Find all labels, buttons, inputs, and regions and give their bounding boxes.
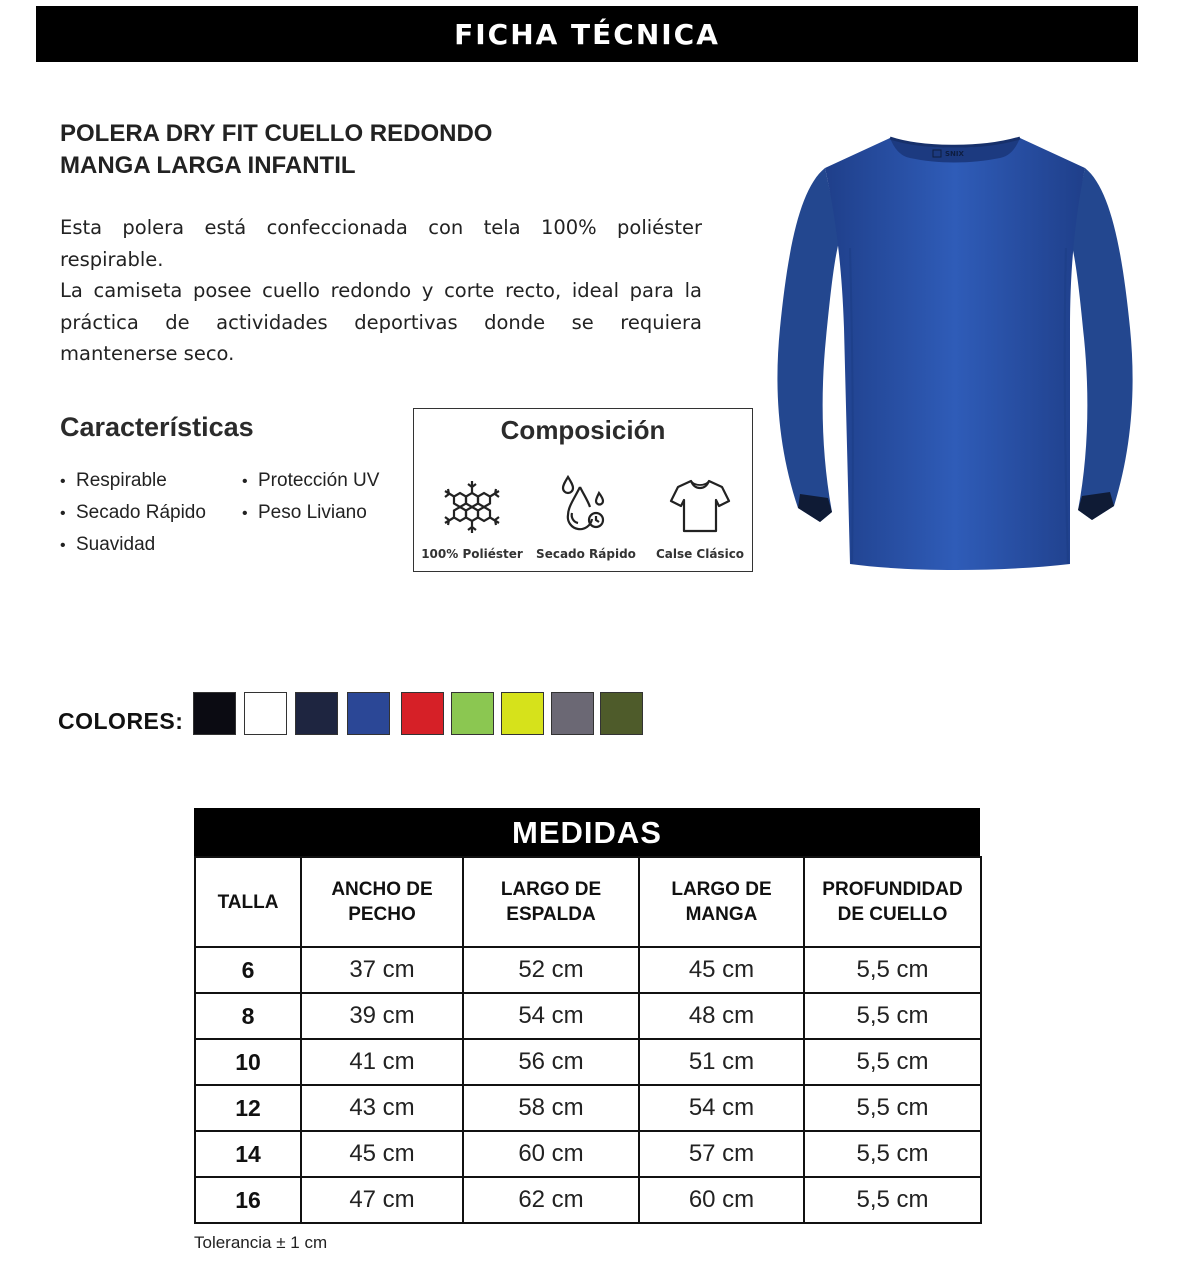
table-cell: 39 cm	[301, 993, 463, 1039]
feature-label: Respirable	[76, 470, 167, 491]
table-cell: 41 cm	[301, 1039, 463, 1085]
features-title: Características	[60, 412, 254, 442]
table-cell: 58 cm	[463, 1085, 639, 1131]
table-cell: 48 cm	[639, 993, 804, 1039]
feature-label: Peso Liviano	[258, 502, 367, 523]
color-swatch[interactable]	[501, 692, 544, 735]
table-header-row	[195, 857, 981, 947]
table-row	[195, 1039, 981, 1085]
color-swatch[interactable]	[295, 692, 338, 735]
table-cell: 5,5 cm	[804, 1177, 981, 1223]
feature-label: Suavidad	[76, 534, 156, 555]
composition-label: 100% Poliéster	[421, 547, 523, 561]
size-cell: 16	[195, 1177, 301, 1223]
feature-label: Protección UV	[258, 470, 380, 491]
feature-item: • Suavidad	[60, 534, 156, 555]
size-cell: 10	[195, 1039, 301, 1085]
table-row	[195, 1131, 981, 1177]
table-cell: 51 cm	[639, 1039, 804, 1085]
header-largo-espalda: LARGO DE ESPALDA	[463, 857, 639, 947]
header-bar	[36, 6, 1138, 62]
measurements-table	[194, 856, 982, 1224]
table-cell: 47 cm	[301, 1177, 463, 1223]
feature-item: • Respirable	[60, 470, 167, 491]
table-cell: 56 cm	[463, 1039, 639, 1085]
features-list	[60, 466, 400, 566]
size-cell: 14	[195, 1131, 301, 1177]
table-cell: 62 cm	[463, 1177, 639, 1223]
feature-item: • Protección UV	[242, 470, 380, 491]
description-paragraph-2: La camiseta posee cuello redondo y corte recto, ideal para la práctica de actividades deportivas donde se requiera mantenerse seco.	[60, 279, 702, 365]
table-cell: 57 cm	[639, 1131, 804, 1177]
table-cell: 5,5 cm	[804, 1085, 981, 1131]
color-swatch[interactable]	[401, 692, 444, 735]
table-cell: 43 cm	[301, 1085, 463, 1131]
description-paragraph-1: Esta polera está confeccionada con tela 100% poliéster respirable.	[60, 216, 702, 271]
table-cell: 52 cm	[463, 947, 639, 993]
tshirt-icon	[668, 473, 732, 537]
product-description	[60, 212, 702, 370]
feature-item: • Secado Rápido	[60, 502, 206, 523]
table-cell: 45 cm	[301, 1131, 463, 1177]
left-sleeve	[777, 168, 840, 522]
color-swatch[interactable]	[193, 692, 236, 735]
header-ancho-pecho: ANCHO DE PECHO	[301, 857, 463, 947]
table-cell: 5,5 cm	[804, 1039, 981, 1085]
tolerance-note: Tolerancia ± 1 cm	[194, 1233, 328, 1252]
header-profundidad-cuello: PROFUNDIDAD DE CUELLO	[804, 857, 981, 947]
table-cell: 5,5 cm	[804, 993, 981, 1039]
table-cell: 60 cm	[639, 1177, 804, 1223]
size-cell: 6	[195, 947, 301, 993]
product-title-line-2: MANGA LARGA INFANTIL	[60, 152, 356, 179]
left-cuff	[798, 494, 832, 522]
table-cell: 5,5 cm	[804, 947, 981, 993]
table-cell: 45 cm	[639, 947, 804, 993]
color-swatch[interactable]	[347, 692, 390, 735]
product-title-line-1: POLERA DRY FIT CUELLO REDONDO	[60, 120, 493, 147]
table-cell: 54 cm	[639, 1085, 804, 1131]
table-row	[195, 993, 981, 1039]
color-swatch[interactable]	[451, 692, 494, 735]
feature-item: • Peso Liviano	[242, 502, 367, 523]
measurements-title: MEDIDAS	[512, 815, 662, 850]
composition-label: Secado Rápido	[536, 547, 636, 561]
header-largo-manga: LARGO DE MANGA	[639, 857, 804, 947]
composition-item	[640, 473, 760, 561]
composition-title: Composición	[500, 415, 666, 445]
table-cell: 54 cm	[463, 993, 639, 1039]
table-cell: 60 cm	[463, 1131, 639, 1177]
composition-box	[413, 408, 753, 572]
table-cell: 5,5 cm	[804, 1131, 981, 1177]
composition-item	[412, 473, 532, 561]
color-swatch[interactable]	[600, 692, 643, 735]
brand-mark: SNIX	[945, 150, 964, 158]
colors-label: COLORES:	[58, 708, 184, 734]
right-sleeve	[1070, 168, 1133, 520]
header-talla: TALLA	[195, 857, 301, 947]
measurements-title-bar	[194, 808, 980, 858]
composition-label: Calse Clásico	[655, 547, 745, 561]
table-row	[195, 947, 981, 993]
table-row	[195, 1177, 981, 1223]
table-row	[195, 1085, 981, 1131]
size-cell: 8	[195, 993, 301, 1039]
feature-label: Secado Rápido	[76, 502, 206, 523]
size-cell: 12	[195, 1085, 301, 1131]
honeycomb-snowflake-icon	[440, 473, 504, 537]
right-cuff	[1078, 492, 1114, 520]
composition-item	[526, 473, 646, 561]
product-title	[60, 118, 700, 182]
color-swatch[interactable]	[551, 692, 594, 735]
table-cell: 37 cm	[301, 947, 463, 993]
water-drops-icon	[554, 473, 618, 537]
page-title: FICHA TÉCNICA	[454, 17, 720, 51]
product-shirt-image	[770, 128, 1140, 572]
color-swatch[interactable]	[244, 692, 287, 735]
shirt-body	[825, 138, 1085, 570]
